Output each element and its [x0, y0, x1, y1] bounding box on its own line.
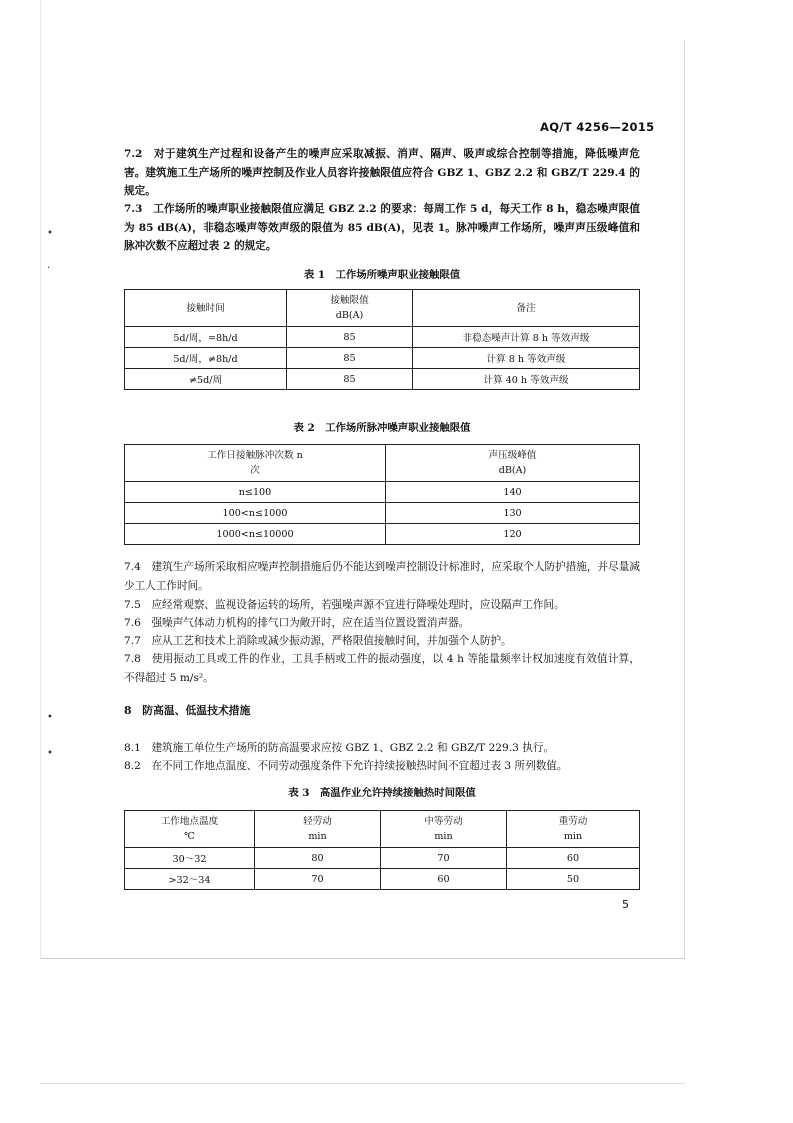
clause-8-2: 8.2 在不同工作地点温度、不同劳动强度条件下允许持续接触热时间不宜超过表 3 所列数值。 [124, 760, 568, 772]
table3 [124, 810, 640, 890]
header-unit: min [434, 831, 453, 842]
table-cell: 120 [386, 524, 640, 545]
clause-7-3: 7.3 工作场所的噪声职业接触限值应满足 GBZ 2.2 的要求：每周工作 5 d，每天工作 8 h，稳态噪声限值为 85 dB(A)，非稳态噪声等效声级的限值为 85 dB(A)，见表 1。脉冲噪声工作场所，噪声声压级峰值和脉冲次数不应超过表 2 的规定。 [124, 203, 640, 252]
table-header-cell [255, 811, 381, 848]
table-header-cell: 备注 [413, 290, 640, 327]
table-cell: 130 [386, 503, 640, 524]
header-unit: dB(A) [335, 310, 364, 321]
table-cell: 70 [381, 848, 507, 869]
table-cell: 85 [287, 348, 413, 369]
header-line: 重劳动 [558, 816, 588, 827]
header-line: 声压级峰值 [488, 450, 537, 461]
clause-7-6: 7.6 强噪声气体动力机构的排气口为敞开时，应在适当位置设置消声器。 [124, 617, 470, 629]
table-row [125, 503, 640, 524]
header-line: 中等劳动 [424, 816, 463, 827]
table-row [125, 327, 640, 348]
table-cell: 计算 8 h 等效声级 [413, 348, 640, 369]
table-header-cell [125, 445, 386, 482]
section-8-heading: 8 防高温、低温技术措施 [124, 704, 251, 717]
header-unit: 次 [250, 465, 260, 476]
table1 [124, 289, 640, 390]
table1-caption: 表 1 工作场所噪声职业接触限值 [303, 269, 461, 281]
header-line: 工作地点温度 [160, 816, 219, 827]
binding-mark: · [47, 263, 51, 274]
table-row [125, 482, 640, 503]
table-cell: 140 [386, 482, 640, 503]
header-unit: min [563, 831, 583, 842]
page-bottom-rule [40, 958, 685, 959]
table-row [125, 848, 640, 869]
table-cell: 100<n≤1000 [125, 503, 386, 524]
binding-mark: • [47, 712, 53, 723]
table-cell: n≤100 [125, 482, 386, 503]
table-row [125, 869, 640, 890]
table-header-row [125, 290, 640, 327]
table-cell: 非稳态噪声计算 8 h 等效声级 [413, 327, 640, 348]
table3-caption: 表 3 高温作业允许持续接触热时间限值 [288, 787, 476, 799]
table-cell: 85 [287, 369, 413, 390]
table-header-cell [381, 811, 507, 848]
table-header-cell: 接触时间 [125, 290, 287, 327]
clause-7-2: 7.2 对于建筑生产过程和设备产生的噪声应采取减振、消声、隔声、吸声或综合控制等措施，降低噪声危害。建筑施工生产场所的噪声控制及作业人员容许接触限值应符合 GBZ 1、GBZ 2.2 和 GBZ/T 229.4 的规定。 [124, 148, 640, 197]
page-edge-left [40, 0, 41, 958]
binding-mark: • [47, 748, 53, 759]
table2-caption: 表 2 工作场所脉冲噪声职业接触限值 [293, 422, 471, 434]
table-row [125, 348, 640, 369]
table2 [124, 444, 640, 545]
header-line: 轻劳动 [303, 816, 332, 827]
page-number: 5 [622, 898, 629, 911]
table-cell: 计算 40 h 等效声级 [413, 369, 640, 390]
table-cell: >32～34 [125, 869, 255, 890]
table-header-row [125, 811, 640, 848]
table-cell: 85 [287, 327, 413, 348]
scan-bottom-rule [40, 1083, 685, 1084]
table-header-cell [287, 290, 413, 327]
binding-mark: • [47, 228, 53, 239]
table-cell: 50 [507, 869, 640, 890]
table-cell: 1000<n≤10000 [125, 524, 386, 545]
header-line: 工作日接触脉冲次数 n [207, 450, 303, 461]
table-cell: 30～32 [125, 848, 255, 869]
clause-8-1: 8.1 建筑施工单位生产场所的防高温要求应按 GBZ 1、GBZ 2.2 和 GBZ/T 229.3 执行。 [124, 742, 555, 754]
table-cell: ≠5d/周 [125, 369, 287, 390]
table-header-row [125, 445, 640, 482]
table-cell: 60 [381, 869, 507, 890]
clause-7-5: 7.5 应经常观察、监视设备运转的场所，若强噪声源不宜进行降噪处理时，应设隔声工作间。 [124, 599, 565, 611]
table-row [125, 369, 640, 390]
table-header-cell [507, 811, 640, 848]
table-header-cell [386, 445, 640, 482]
header-unit: ℃ [184, 831, 195, 842]
clause-7-7: 7.7 应从工艺和技术上消除或减少振动源，严格限值接触时间，并加强个人防护。 [124, 635, 512, 647]
header-unit: dB(A) [498, 465, 527, 476]
table-cell: 70 [255, 869, 381, 890]
table-cell: 60 [507, 848, 640, 869]
clause-7-4: 7.4 建筑生产场所采取相应噪声控制措施后仍不能达到噪声控制设计标准时，应采取个人防护措施，并尽量减少工人工作时间。 [124, 561, 640, 592]
standard-number: AQ/T 4256—2015 [540, 120, 655, 134]
page-edge-right [684, 40, 685, 958]
table-cell: 5d/周，=8h/d [125, 327, 287, 348]
clause-7-8: 7.8 使用振动工具或工件的作业，工具手柄或工件的振动强度，以 4 h 等能量频率计权加速度有效值计算，不得超过 5 m/s²。 [124, 653, 640, 684]
table-cell: 80 [255, 848, 381, 869]
table-header-cell [125, 811, 255, 848]
table-cell: 5d/周，≠8h/d [125, 348, 287, 369]
table-row [125, 524, 640, 545]
header-unit: min [308, 831, 327, 842]
header-line: 接触限值 [330, 295, 369, 306]
